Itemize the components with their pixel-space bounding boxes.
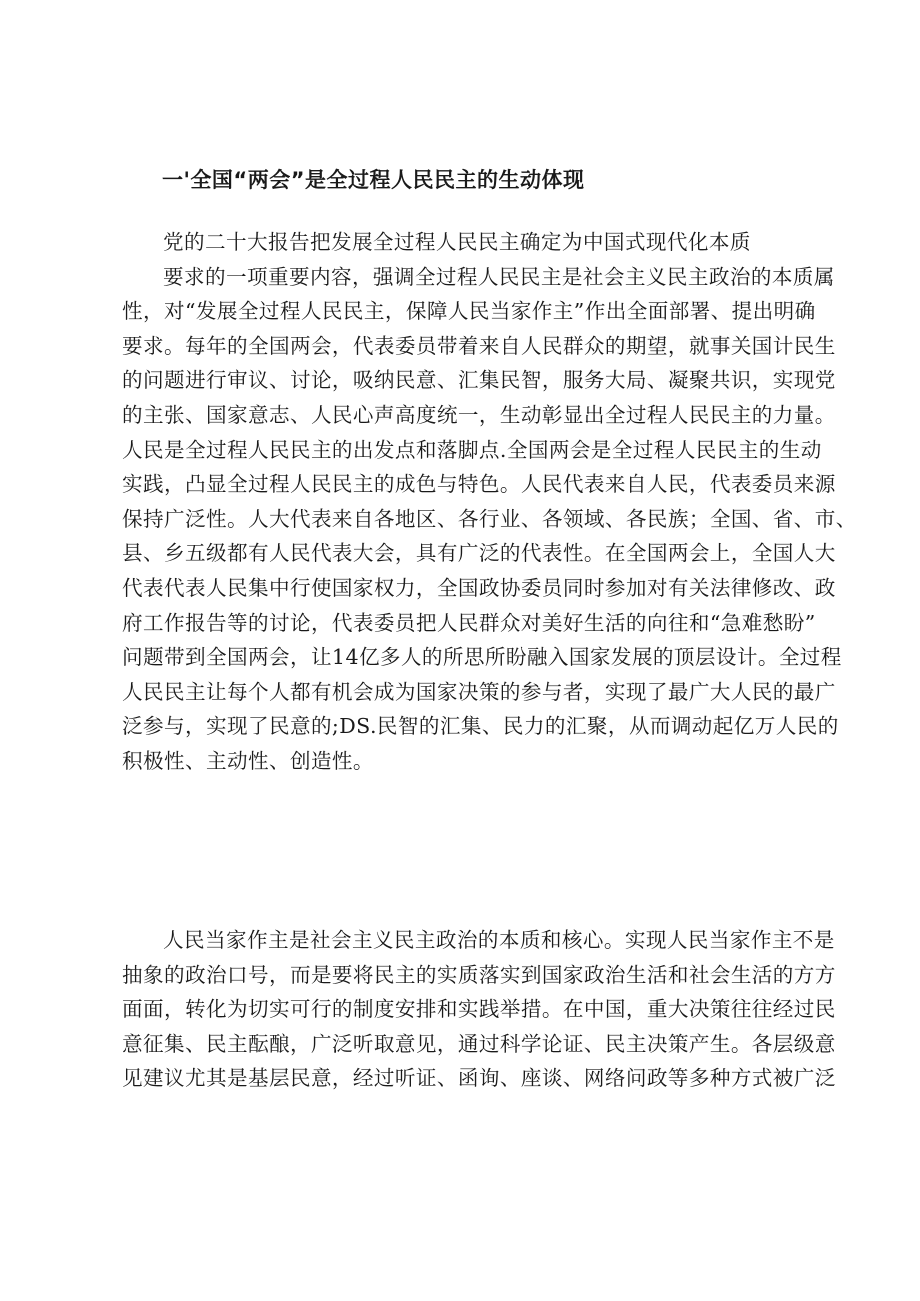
text-line: 党的二十大报告把发展全过程人民民主确定为中国式现代化本质 [163, 230, 751, 254]
text-line: 见建议尤其是基层民意，经过听证、函询、座谈、网络问政等多种方式被广泛 [122, 1066, 836, 1091]
text-line: 积极性、主动性、创造性。 [122, 749, 374, 773]
text-line: 府工作报告等的讨论，代表委员把人民群众对美好生活的向往和“急难愁盼” [122, 610, 816, 635]
text-line: 人民民主让每个人都有机会成为国家决策的参与者，实现了最广大人民的最广 [122, 679, 836, 704]
text-line: 实践，凸显全过程人民民主的成色与特色。人民代表来自人民，代表委员来源 [122, 472, 836, 497]
text-line: 要求的一项重要内容，强调全过程人民民主是社会主义民主政治的本质属 [163, 264, 835, 289]
text-line: 要求。每年的全国两会，代表委员带着来自人民群众的期望，就事关国计民生 [122, 333, 836, 358]
text-line: 意征集、民主酝酿，广泛听取意见，通过科学论证、民主决策产生。各层级意 [122, 1031, 836, 1056]
text-line: 人民当家作主是社会主义民主政治的本质和核心。实现人民当家作主不是 [163, 928, 835, 952]
text-line: 县、乡五级都有人民代表大会，具有广泛的代表性。在全国两会上，全国人大 [122, 541, 836, 566]
section-heading: 一'全国“两会”是全过程人民民主的生动体现 [162, 168, 585, 192]
text-line: 性，对“发展全过程人民民主，保障人民当家作主”作出全面部署、提出明确 [122, 299, 816, 324]
text-line: 泛参与，实现了民意的;DS.民智的汇集、民力的汇聚，从而调动起亿万人民的 [122, 714, 839, 739]
text-line: 的主张、国家意志、人民心声高度统一，生动彰显出全过程人民民主的力量。 [122, 403, 836, 427]
text-line: 保持广泛性。人大代表来自各地区、各行业、各领域、各民族；全国、省、市、 [122, 506, 857, 531]
text-line: 面面，转化为切实可行的制度安排和实践举措。在中国，重大决策往往经过民 [122, 997, 836, 1022]
text-line: 人民是全过程人民民主的出发点和落脚点.全国两会是全过程人民民主的生动 [122, 437, 822, 462]
text-line: 代表代表人民集中行使国家权力，全国政协委员同时参加对有关法律修改、政 [122, 576, 836, 600]
text-line: 问题带到全国两会，让14亿多人的所思所盼融入国家发展的顶层设计。全过程 [122, 645, 842, 670]
text-line: 的问题进行审议、讨论，吸纳民意、汇集民智，服务大局、凝聚共识，实现党 [122, 368, 836, 393]
text-line: 抽象的政治口号，而是要将民主的实质落实到国家政治生活和社会生活的方方 [122, 962, 836, 987]
